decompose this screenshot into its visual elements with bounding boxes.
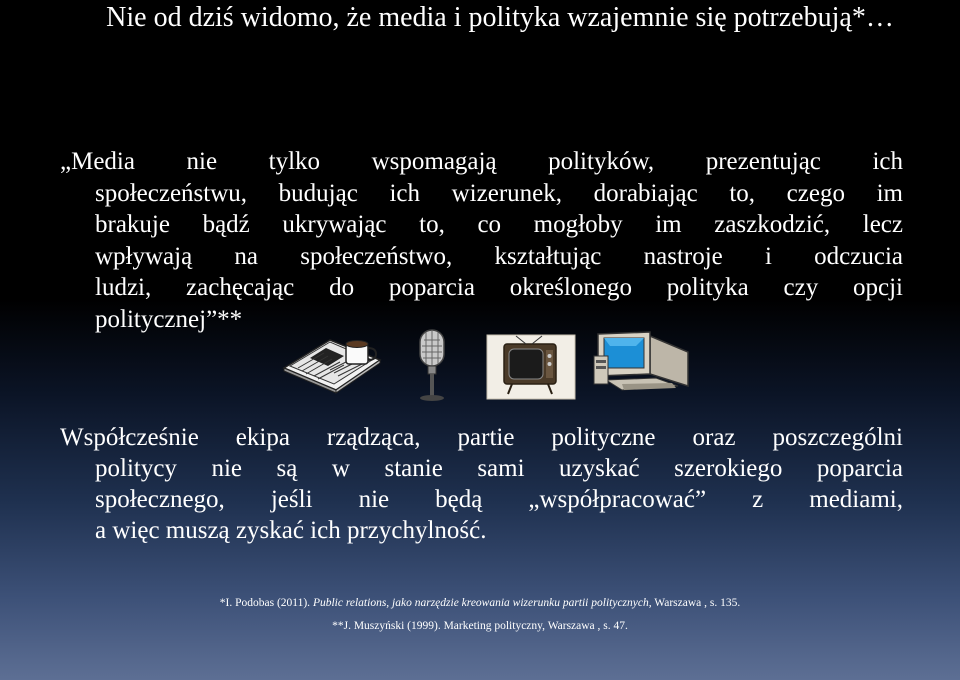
quote-line: ludzi, zachęcając do poparcia określonego polityka czy opcji xyxy=(95,274,903,301)
body-line: społecznego, jeśli nie będą „współpracować” z mediami, xyxy=(95,486,903,513)
computer-icon xyxy=(592,328,692,394)
footnote-1-suffix: Warszawa , s. 135. xyxy=(651,597,741,609)
body-line: politycy nie są w stanie sami uzyskać szerokiego poparcia xyxy=(95,455,903,482)
newspaper-icon xyxy=(280,332,386,394)
body-line: Współcześnie ekipa rządząca, partie polityczne oraz poszczególni xyxy=(60,424,903,451)
footnote-1 xyxy=(0,597,960,609)
media-icons-row xyxy=(0,326,960,406)
footnote-1-title: Public relations, jako narzędzie kreowania wizerunku partii politycznych, xyxy=(312,597,652,609)
microphone-icon xyxy=(414,328,450,402)
quote-line: „Media nie tylko wspomagają polityków, prezentując ich xyxy=(60,148,903,175)
slide-title: Nie od dziś widomo, że media i polityka wzajemnie się potrzebują*… xyxy=(106,2,894,33)
body-line: a więc muszą zyskać ich przychylność. xyxy=(95,517,487,544)
quote-line: wpływają na społeczeństwo, kształtując nastroje i odczucia xyxy=(95,242,903,270)
footnote-1-author: *I. Podobas (2011). xyxy=(219,597,313,609)
quote-paragraph xyxy=(60,146,903,335)
quote-line: społeczeństwu, budując ich wizerunek, dorabiając to, czego im xyxy=(95,179,903,207)
television-icon xyxy=(486,334,576,400)
quote-line: brakuje bądź ukrywając to, co mogłoby im zaszkodzić, lecz xyxy=(95,211,903,238)
body-paragraph xyxy=(60,422,903,546)
quote-line: politycznej”** xyxy=(95,305,243,333)
footnote-2: **J. Muszyński (1999). Marketing polityczny, Warszawa , s. 47. xyxy=(332,620,628,632)
